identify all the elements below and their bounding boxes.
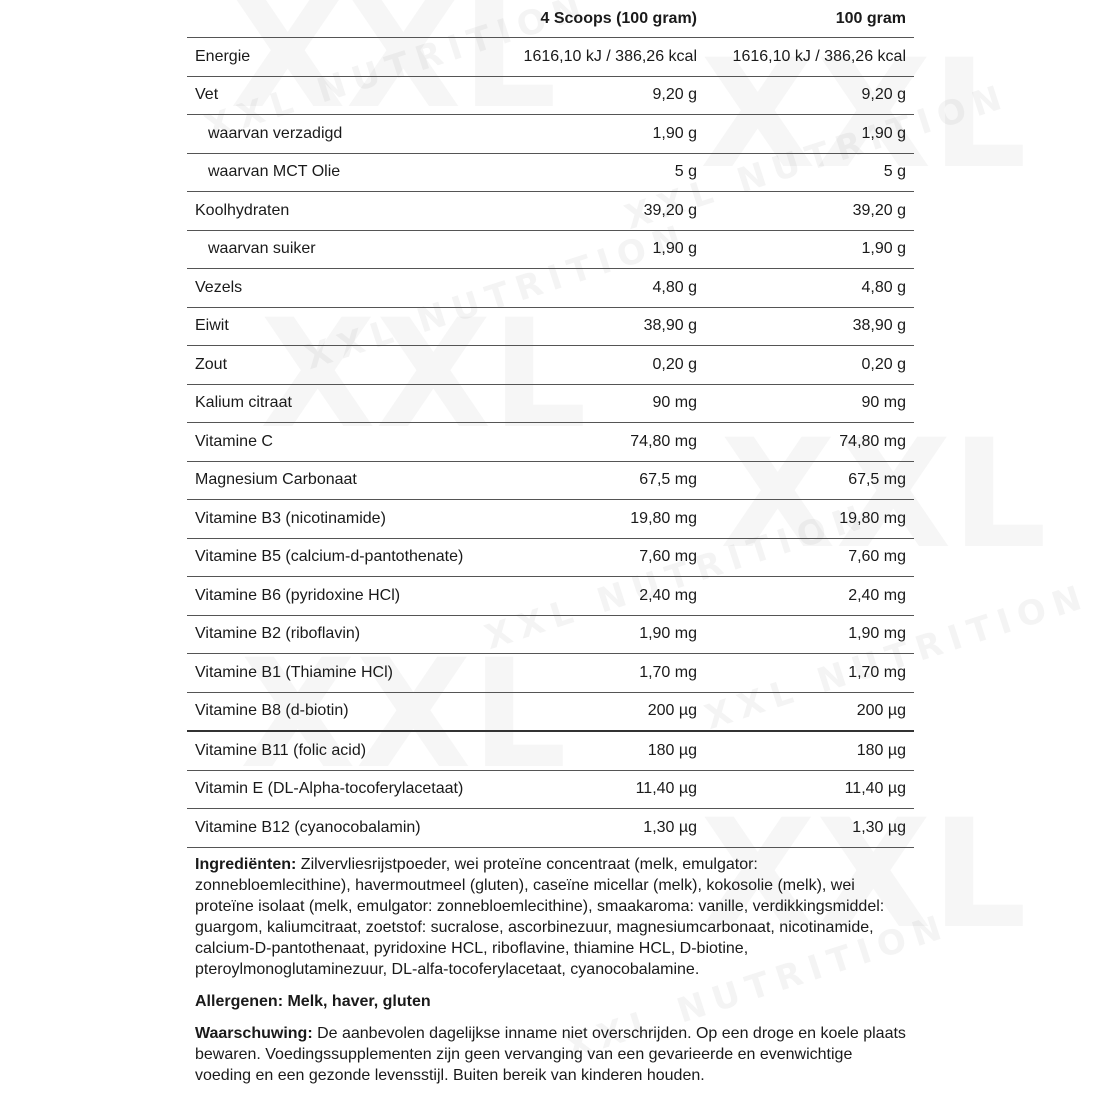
value-per-100g: 1,90 mg — [848, 625, 906, 643]
value-per-100g: 90 mg — [861, 394, 906, 412]
ingredients — [195, 854, 906, 980]
value-serving: 1,90 mg — [639, 625, 697, 643]
nutrient-name: Vitamine B2 (riboflavin) — [195, 625, 361, 643]
nutrient-name: Vezels — [195, 278, 243, 296]
table-row — [187, 153, 914, 192]
warning-label: Waarschuwing: — [195, 1024, 313, 1042]
table-row — [187, 809, 914, 848]
nutrient-name: Energie — [195, 47, 251, 65]
warning — [195, 1023, 906, 1086]
value-per-100g: 180 µg — [856, 741, 906, 759]
value-serving: 39,20 g — [643, 201, 697, 219]
nutrient-name: Kalium citraat — [195, 394, 292, 412]
header-serving: 4 Scoops (100 gram) — [540, 9, 697, 27]
value-per-100g: 1,70 mg — [848, 663, 906, 681]
table-row — [187, 269, 914, 308]
value-per-100g: 67,5 mg — [848, 471, 906, 489]
value-per-100g: 1,90 g — [861, 240, 906, 258]
nutrient-name: waarvan suiker — [208, 240, 316, 258]
table-row — [187, 76, 914, 115]
value-serving: 1,90 g — [652, 240, 697, 258]
nutrient-name: Vitamine B1 (Thiamine HCl) — [195, 663, 393, 681]
value-serving: 90 mg — [652, 394, 697, 412]
value-per-100g: 1,30 µg — [852, 818, 906, 836]
table-row — [187, 115, 914, 154]
value-serving: 11,40 µg — [635, 780, 697, 798]
nutrient-name: Vitamine C — [195, 432, 273, 450]
value-serving: 19,80 mg — [630, 509, 697, 527]
value-serving: 9,20 g — [652, 86, 697, 104]
nutrient-name: Eiwit — [195, 317, 229, 335]
value-serving: 2,40 mg — [639, 586, 697, 604]
value-serving: 1,30 µg — [643, 818, 697, 836]
ingredients-text: Zilvervliesrijstpoeder, wei proteïne concentraat (melk, emulgator: zonnebloemlecithine), havermoutmeel (gluten), caseïne micellar (melk), kokosolie (melk), wei proteïne isolaat (melk, emulgator: zonnebloemlecithine), smaakaroma: vanille, verdikkingsmiddel: guargom, kaliumcitraat, zoetstof: sucralose, ascorbinezuur, magnesiumcarbonaat, nicotinamide, calcium-D-pantothenaat, pyridoxine HCL, riboflavine, thiamine HCL, D-biotine, pteroylmonoglutaminezuur, DL-alfa-tocoferylacetaat, cyanocobalamine. — [195, 855, 885, 978]
table-row — [187, 538, 914, 577]
nutrient-name: waarvan verzadigd — [208, 124, 343, 142]
nutrient-name: Koolhydraten — [195, 201, 290, 219]
value-serving: 1616,10 kJ / 386,26 kcal — [523, 47, 697, 65]
value-serving: 200 µg — [647, 702, 697, 720]
table-row — [187, 654, 914, 693]
table-row — [187, 307, 914, 346]
table-row — [187, 731, 914, 770]
value-per-100g: 38,90 g — [852, 317, 906, 335]
value-per-100g: 5 g — [883, 163, 906, 181]
value-per-100g: 2,40 mg — [848, 586, 906, 604]
nutrient-name: Vitamine B5 (calcium-d-pantothenate) — [195, 548, 464, 566]
value-per-100g: 11,40 µg — [844, 780, 906, 798]
table-row — [187, 577, 914, 616]
warning-text: De aanbevolen dagelijkse inname niet overschrijden. Op een droge en koele plaats bewaren. Voedingssupplementen zijn geen vervanging van een gevarieerde en evenwichtige voeding en een gezonde levensstijl. Buiten bereik van kinderen houden. — [195, 1024, 906, 1084]
nutrient-name: Zout — [195, 355, 228, 373]
value-per-100g: 4,80 g — [861, 278, 906, 296]
allergens — [195, 991, 906, 1012]
value-serving: 1,70 mg — [639, 663, 697, 681]
nutrient-name: waarvan MCT Olie — [208, 163, 341, 181]
value-per-100g: 1,90 g — [861, 124, 906, 142]
table-row — [187, 500, 914, 539]
nutrient-name: Vet — [195, 86, 219, 104]
value-per-100g: 39,20 g — [852, 201, 906, 219]
value-per-100g: 1616,10 kJ / 386,26 kcal — [732, 47, 906, 65]
header-per-100g: 100 gram — [835, 9, 906, 27]
nutrient-name: Vitamine B3 (nicotinamide) — [195, 509, 386, 527]
header-name-cell — [187, 0, 507, 38]
nutrient-name: Vitamine B11 (folic acid) — [195, 741, 367, 759]
value-per-100g: 200 µg — [856, 702, 906, 720]
value-serving: 0,20 g — [652, 355, 697, 373]
table-row — [187, 615, 914, 654]
value-serving: 180 µg — [647, 741, 697, 759]
value-serving: 4,80 g — [652, 278, 697, 296]
ingredients-label: Ingrediënten: — [195, 855, 297, 873]
value-serving: 7,60 mg — [639, 548, 697, 566]
value-serving: 1,90 g — [652, 124, 697, 142]
value-serving: 5 g — [674, 163, 697, 181]
value-serving: 67,5 mg — [639, 471, 697, 489]
table-row — [187, 346, 914, 385]
value-per-100g: 0,20 g — [861, 355, 906, 373]
nutrient-name: Vitamine B12 (cyanocobalamin) — [195, 818, 421, 836]
nutrient-name: Vitamin E (DL-Alpha-tocoferylacetaat) — [195, 780, 464, 798]
value-per-100g: 9,20 g — [861, 86, 906, 104]
table-row — [187, 692, 914, 731]
label-notes — [187, 848, 914, 1086]
nutrient-name: Magnesium Carbonaat — [195, 471, 357, 489]
table-row — [187, 384, 914, 423]
table-row — [187, 423, 914, 462]
nutrient-name: Vitamine B8 (d-biotin) — [195, 702, 349, 720]
nutrition-table — [187, 0, 914, 848]
table-row — [187, 770, 914, 809]
table-row — [187, 38, 914, 77]
value-serving: 38,90 g — [643, 317, 697, 335]
table-header-row — [187, 0, 914, 38]
table-row — [187, 192, 914, 231]
table-row — [187, 230, 914, 269]
value-serving: 74,80 mg — [630, 432, 697, 450]
nutrition-label — [187, 0, 914, 1097]
nutrient-name: Vitamine B6 (pyridoxine HCl) — [195, 586, 401, 604]
value-per-100g: 7,60 mg — [848, 548, 906, 566]
allergens-text: Allergenen: Melk, haver, gluten — [195, 992, 431, 1010]
value-per-100g: 74,80 mg — [839, 432, 906, 450]
value-per-100g: 19,80 mg — [839, 509, 906, 527]
table-row — [187, 461, 914, 500]
